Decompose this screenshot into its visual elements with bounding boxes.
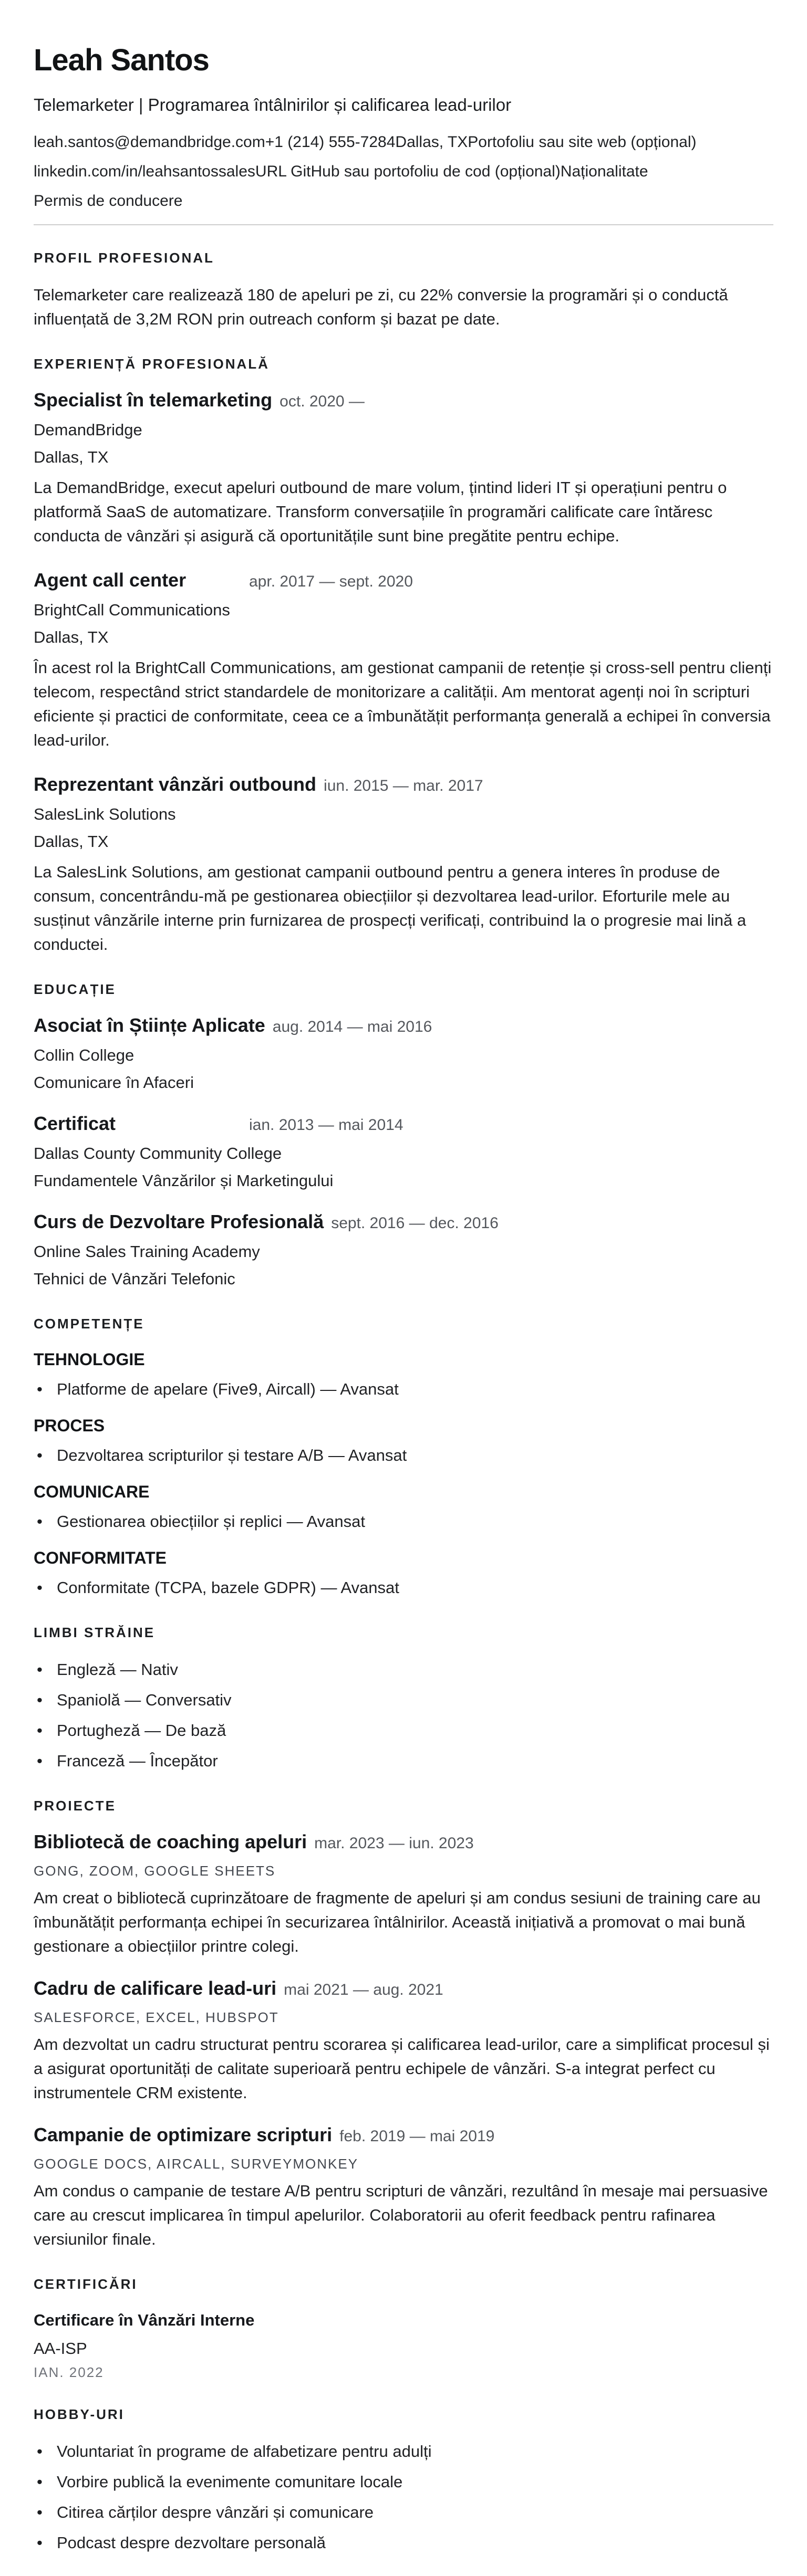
project-item bbox=[34, 1831, 773, 1959]
education-degree: Asociat în Științe Aplicate bbox=[34, 1014, 265, 1036]
education-item bbox=[34, 1113, 773, 1193]
skill-group bbox=[34, 1415, 773, 1468]
project-title-row bbox=[34, 2124, 773, 2148]
section-label-languages: LIMBI STRĂINE bbox=[34, 1625, 156, 1640]
language-list bbox=[34, 1658, 773, 1773]
hobby-item: • Citirea cărților despre vânzări și comunicare bbox=[34, 2500, 773, 2525]
job-title: Specialist în telemarketing bbox=[34, 389, 273, 411]
project-description: Am dezvoltat un cadru structurat pentru scorarea și calificarea lead-urilor, care a simplificat procesul și a asigurat oportunități de calitate superioară pentru echipele de vânzări. S-a integrat perfect cu instrumentele CRM existente. bbox=[34, 2035, 770, 2102]
project-title: Cadru de calificare lead-uri bbox=[34, 1977, 277, 1999]
language-item: • Engleză — Nativ bbox=[34, 1658, 773, 1682]
education-dates: sept. 2016 — dec. 2016 bbox=[331, 1214, 499, 1232]
skill-group bbox=[34, 1547, 773, 1600]
section-skills bbox=[34, 1314, 773, 1600]
job-location: Dallas, TX bbox=[34, 628, 109, 646]
skill-group-name: TEHNOLOGIE bbox=[34, 1350, 145, 1369]
project-description: Am creat o bibliotecă cuprinzătoare de fragmente de apeluri și am condus sesiuni de training care au îmbunătățit performanța echipei în securizarea întâlnirilor. Această inițiativă a promovat o mai bună gestionare a obiecțiilor printre colegi. bbox=[34, 1889, 761, 1955]
job-title: Reprezentant vânzări outbound bbox=[34, 773, 317, 795]
job-dates: iun. 2015 — mar. 2017 bbox=[324, 777, 483, 794]
hobby-item: • Voluntariat în programe de alfabetizare pentru adulți bbox=[34, 2439, 773, 2464]
education-school: Collin College bbox=[34, 1046, 134, 1064]
education-dates: aug. 2014 — mai 2016 bbox=[272, 1018, 432, 1035]
education-school: Online Sales Training Academy bbox=[34, 1242, 260, 1261]
skill-list bbox=[34, 1443, 773, 1468]
certification-title: Certificare în Vânzări Interne bbox=[34, 2311, 255, 2329]
experience-item bbox=[34, 389, 773, 548]
skill-group-name: PROCES bbox=[34, 1416, 105, 1435]
project-tools: SALESFORCE, EXCEL, HUBSPOT bbox=[34, 2009, 279, 2025]
language-item: • Franceză — Începător bbox=[34, 1749, 773, 1773]
section-label-profile: PROFIL PROFESIONAL bbox=[34, 250, 214, 266]
section-label-education: EDUCAȚIE bbox=[34, 981, 116, 997]
contact-portfolio-placeholder: Portofoliu sau site web (opțional) bbox=[468, 133, 697, 151]
job-description: La SalesLink Solutions, am gestionat campanii outbound pentru a genera interes în produse de consum, concentrându-mă pe gestionarea obiecțiilor și dezvoltarea lead-urilor. Eforturile mele au susținut vânzările interne prin furnizarea de prospecți verificați, contribuind la o progresie mai lină a conductei. bbox=[34, 863, 747, 954]
job-title-row bbox=[34, 569, 773, 593]
skill-group bbox=[34, 1481, 773, 1534]
skill-list bbox=[34, 1510, 773, 1534]
education-dates: ian. 2013 — mai 2014 bbox=[249, 1116, 404, 1134]
header-divider bbox=[34, 224, 773, 225]
skill-item: • Dezvoltarea scripturilor și testare A/B — Avansat bbox=[34, 1443, 773, 1468]
education-title-row bbox=[34, 1211, 773, 1234]
section-projects bbox=[34, 1796, 773, 2252]
hobby-item: • Podcast despre dezvoltare personală bbox=[34, 2531, 773, 2555]
contact-email: leah.santos@demandbridge.com bbox=[34, 133, 265, 151]
skill-item: • Gestionarea obiecțiilor și replici — Avansat bbox=[34, 1510, 773, 1534]
education-degree: Curs de Dezvoltare Profesională bbox=[34, 1211, 324, 1232]
job-company: DemandBridge bbox=[34, 421, 142, 439]
section-hobbies bbox=[34, 2405, 773, 2555]
certification-date: IAN. 2022 bbox=[34, 2364, 104, 2380]
resume-header bbox=[34, 42, 773, 225]
section-label-certifications: CERTIFICĂRI bbox=[34, 2276, 138, 2292]
project-description: Am condus o campanie de testare A/B pentru scripturi de vânzări, rezultând în mesaje mai persuasive care au crescut implicarea în timpul apelurilor. Colaboratorii au oferit feedback pentru rafinarea versiunilor finale. bbox=[34, 2182, 768, 2248]
contact-linkedin: linkedin.com/in/leahsantossales bbox=[34, 163, 255, 180]
contact-phone: +1 (214) 555-7284 bbox=[265, 133, 396, 151]
skill-list bbox=[34, 1576, 773, 1600]
language-item: • Spaniolă — Conversativ bbox=[34, 1688, 773, 1712]
certification-issuer: AA-ISP bbox=[34, 2339, 87, 2358]
project-title-row bbox=[34, 1831, 773, 1855]
project-tools: GOOGLE DOCS, AIRCALL, SURVEYMONKEY bbox=[34, 2156, 359, 2172]
job-company: BrightCall Communications bbox=[34, 601, 230, 619]
project-dates: feb. 2019 — mai 2019 bbox=[339, 2128, 495, 2145]
contact-nationality-placeholder: Naționalitate bbox=[560, 163, 648, 180]
education-item bbox=[34, 1014, 773, 1095]
job-company: SalesLink Solutions bbox=[34, 805, 176, 823]
skill-item: • Conformitate (TCPA, bazele GDPR) — Avansat bbox=[34, 1576, 773, 1600]
hobby-item: • Vorbire publică la evenimente comunitare locale bbox=[34, 2470, 773, 2494]
education-title-row bbox=[34, 1014, 773, 1038]
contact-row bbox=[34, 130, 773, 154]
job-description: La DemandBridge, execut apeluri outbound de mare volum, țintind lideri IT și operațiuni pentru o platformă SaaS de automatizare. Transform conversațiile în programări calificate care întăresc conducta de vânzări și asigură că oportunitățile sunt bine pregătite pentru echipe. bbox=[34, 478, 727, 545]
skill-group-name: CONFORMITATE bbox=[34, 1548, 167, 1567]
section-experience bbox=[34, 354, 773, 957]
project-title: Bibliotecă de coaching apeluri bbox=[34, 1831, 307, 1852]
skill-item: • Platforme de apelare (Five9, Aircall) — Avansat bbox=[34, 1377, 773, 1401]
job-title: Agent call center bbox=[34, 569, 187, 591]
skill-group bbox=[34, 1349, 773, 1401]
contact-block bbox=[34, 130, 773, 213]
contact-row bbox=[34, 189, 773, 213]
candidate-name: Leah Santos bbox=[34, 43, 209, 77]
job-location: Dallas, TX bbox=[34, 832, 109, 851]
education-school: Dallas County Community College bbox=[34, 1144, 282, 1163]
education-field: Comunicare în Afaceri bbox=[34, 1073, 194, 1092]
language-item: • Portugheză — De bază bbox=[34, 1719, 773, 1743]
job-description: În acest rol la BrightCall Communications, am gestionat campanii de retenție și cross-sell pentru clienți telecom, respectând strict standardele de monitorizare a calității. Am mentorat agenți noi în scripturi eficiente și practici de conformitate, ceea ce a îmbunătățit performanța generală a echipei în conversia lead-urilor. bbox=[34, 658, 772, 749]
project-dates: mai 2021 — aug. 2021 bbox=[284, 1981, 443, 1998]
section-label-skills: COMPETENȚE bbox=[34, 1316, 144, 1332]
hobby-list bbox=[34, 2439, 773, 2555]
job-title-row bbox=[34, 773, 773, 797]
contact-location: Dallas, TX bbox=[395, 133, 468, 151]
section-certifications bbox=[34, 2275, 773, 2382]
section-languages bbox=[34, 1623, 773, 1773]
section-label-projects: PROIECTE bbox=[34, 1798, 116, 1814]
candidate-headline: Telemarketer | Programarea întâlnirilor și calificarea lead-urilor bbox=[34, 95, 512, 114]
project-item bbox=[34, 2124, 773, 2252]
experience-item bbox=[34, 773, 773, 957]
project-item bbox=[34, 1977, 773, 2105]
education-item bbox=[34, 1211, 773, 1291]
section-education bbox=[34, 980, 773, 1291]
skill-group-name: COMUNICARE bbox=[34, 1482, 150, 1501]
contact-github-placeholder: URL GitHub sau portofoliu de cod (opțional) bbox=[255, 163, 561, 180]
section-label-experience: EXPERIENȚĂ PROFESIONALĂ bbox=[34, 356, 270, 372]
project-dates: mar. 2023 — iun. 2023 bbox=[314, 1835, 474, 1852]
education-field: Tehnici de Vânzări Telefonic bbox=[34, 1270, 235, 1288]
job-dates: apr. 2017 — sept. 2020 bbox=[249, 573, 413, 590]
contact-driving-license: Permis de conducere bbox=[34, 192, 183, 210]
certification-item bbox=[34, 2309, 773, 2382]
skill-list bbox=[34, 1377, 773, 1401]
job-location: Dallas, TX bbox=[34, 448, 109, 466]
education-degree: Certificat bbox=[34, 1113, 116, 1134]
section-label-hobbies: HOBBY-URI bbox=[34, 2406, 125, 2422]
education-title-row bbox=[34, 1113, 773, 1136]
job-dates: oct. 2020 — bbox=[280, 393, 365, 410]
contact-row bbox=[34, 160, 773, 183]
experience-item bbox=[34, 569, 773, 752]
project-title: Campanie de optimizare scripturi bbox=[34, 2124, 333, 2145]
project-tools: GONG, ZOOM, GOOGLE SHEETS bbox=[34, 1863, 276, 1879]
job-title-row bbox=[34, 389, 773, 413]
project-title-row bbox=[34, 1977, 773, 2001]
section-profile bbox=[34, 248, 773, 331]
education-field: Fundamentele Vânzărilor și Marketingului bbox=[34, 1171, 334, 1190]
profile-summary: Telemarketer care realizează 180 de apeluri pe zi, cu 22% conversie la programări și o conductă influențată de 3,2M RON prin outreach conform și bazat pe date. bbox=[34, 286, 728, 328]
